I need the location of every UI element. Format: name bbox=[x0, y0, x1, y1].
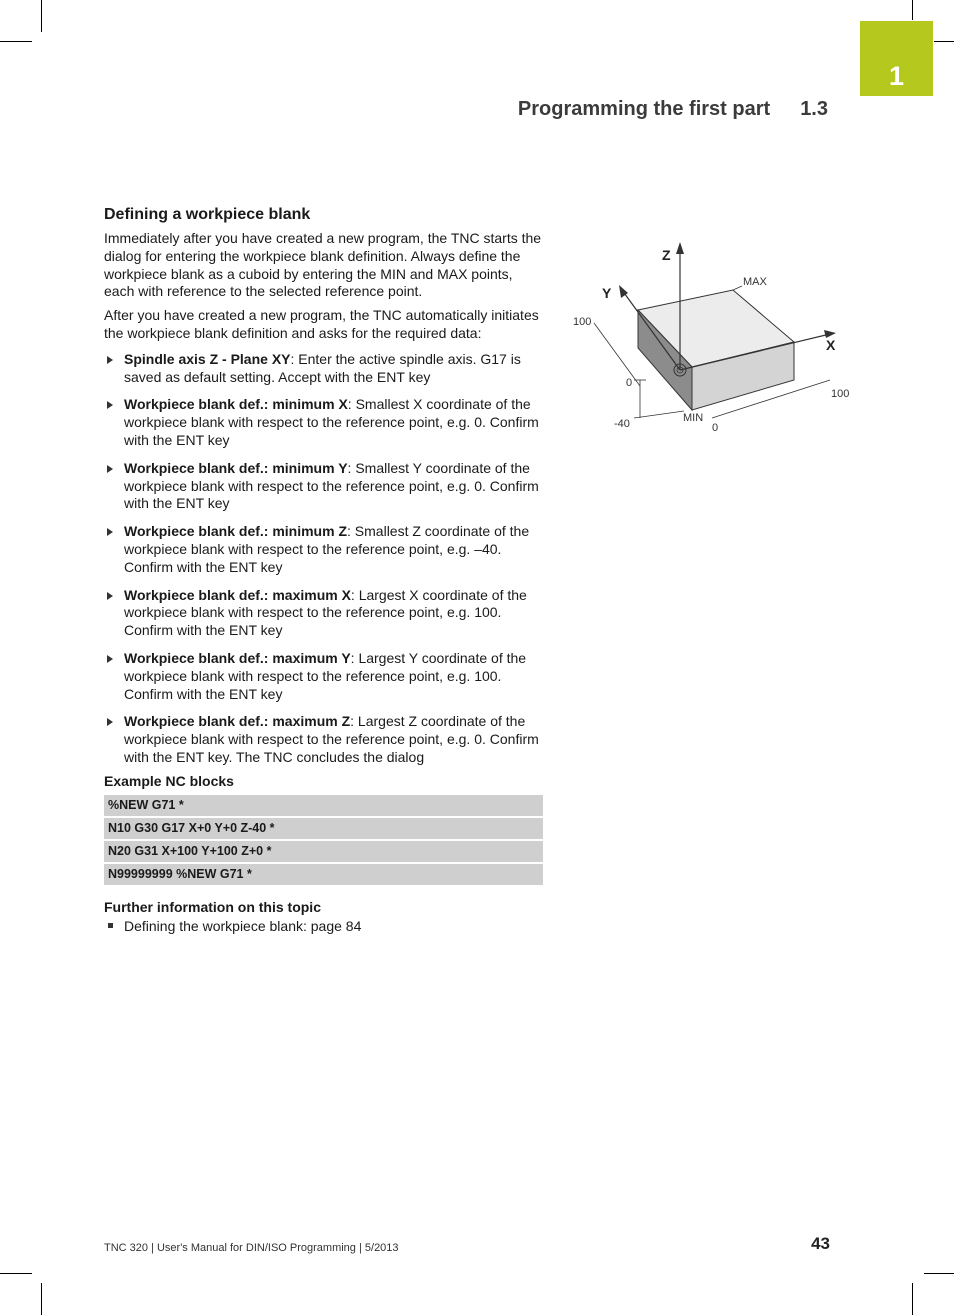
table-row bbox=[104, 864, 543, 885]
intro-paragraph: Immediately after you have created a new program, the TNC starts the dialog for entering the workpiece blank definition. Always define the workpiece blank as a cuboid by entering the MIN and MAX points, each with reference to the selected reference point. bbox=[104, 230, 542, 300]
crop-mark bbox=[41, 1283, 42, 1315]
arrow-bullet-icon bbox=[107, 718, 113, 726]
step-item bbox=[104, 587, 544, 640]
step-key: Workpiece blank def.: minimum Y bbox=[124, 459, 348, 476]
further-info-list bbox=[104, 917, 544, 935]
step-text: : Smallest Z coordinate of the workpiece blank with respect to the reference point, e.g. –40. Confirm with the ENT key bbox=[124, 523, 530, 575]
step-text: : Enter the active spindle axis. G17 is saved as default setting. Accept with the ENT key bbox=[124, 350, 521, 385]
workpiece-blank-figure bbox=[560, 230, 860, 440]
main-content bbox=[104, 206, 544, 935]
step-key: Workpiece blank def.: minimum Z bbox=[124, 523, 348, 540]
crop-mark bbox=[41, 0, 42, 32]
arrow-bullet-icon bbox=[107, 465, 113, 473]
running-header bbox=[420, 98, 828, 121]
axis-label-y: Y bbox=[602, 285, 612, 301]
y-dimension-line bbox=[594, 323, 640, 386]
crop-mark bbox=[912, 0, 913, 20]
nc-block: N10 G30 G17 X+0 Y+0 Z-40 * bbox=[104, 818, 543, 839]
step-text: : Largest Z coordinate of the workpiece blank with respect to the reference point, e.g. 0. Confirm with the ENT key. The TNC concludes the dialog bbox=[124, 713, 539, 765]
axis-label-x: X bbox=[826, 337, 836, 353]
page-number: 43 bbox=[811, 1234, 830, 1253]
nc-block: %NEW G71 * bbox=[104, 795, 543, 816]
step-key: Workpiece blank def.: maximum Y bbox=[124, 649, 351, 666]
arrow-bullet-icon bbox=[107, 401, 113, 409]
z-dimension-tick bbox=[634, 411, 684, 418]
step-item bbox=[104, 650, 544, 703]
nc-blocks-table bbox=[104, 793, 543, 887]
arrow-bullet-icon bbox=[107, 592, 113, 600]
step-text: : Largest X coordinate of the workpiece blank with respect to the reference point, e.g. 100. Confirm with the ENT key bbox=[124, 586, 527, 639]
table-row bbox=[104, 841, 543, 862]
step-item bbox=[104, 523, 544, 576]
dim-label-z-neg40: -40 bbox=[614, 418, 630, 430]
axis-label-z: Z bbox=[662, 247, 671, 263]
step-item bbox=[104, 396, 544, 449]
max-label: MAX bbox=[743, 276, 767, 288]
step-key: Workpiece blank def.: minimum X bbox=[124, 396, 348, 413]
step-key: Workpiece blank def.: maximum X bbox=[124, 586, 351, 603]
step-key: Spindle axis Z - Plane XY bbox=[124, 350, 291, 367]
crop-mark bbox=[0, 41, 32, 42]
arrow-bullet-icon bbox=[107, 528, 113, 536]
further-info-heading: Further information on this topic bbox=[104, 898, 321, 915]
step-item bbox=[104, 351, 544, 387]
dim-label-z-0: 0 bbox=[626, 377, 633, 389]
z-axis-arrow-icon bbox=[676, 242, 684, 254]
step-item bbox=[104, 713, 544, 766]
chapter-number: 1 bbox=[888, 61, 905, 91]
header-section-number: 1.3 bbox=[800, 98, 828, 120]
list-item bbox=[104, 917, 544, 935]
steps-list bbox=[104, 351, 544, 767]
step-item bbox=[104, 460, 544, 513]
further-info-link[interactable]: Defining the workpiece blank: page 84 bbox=[124, 917, 362, 934]
table-row bbox=[104, 795, 543, 816]
intro-paragraph: After you have created a new program, the TNC automatically initiates the workpiece blank definition and asks for the required data: bbox=[104, 307, 539, 341]
crop-mark bbox=[924, 1273, 954, 1274]
max-leader-line bbox=[733, 286, 742, 290]
dim-label-x-0: 0 bbox=[712, 422, 719, 434]
step-text: : Smallest X coordinate of the workpiece blank with respect to the reference point, e.g. 0. Confirm with the ENT key bbox=[124, 396, 539, 448]
header-title: Programming the first part bbox=[517, 98, 771, 120]
dim-label-x-100: 100 bbox=[831, 388, 850, 400]
section-title: Defining a workpiece blank bbox=[104, 206, 311, 223]
crop-mark bbox=[912, 1283, 913, 1315]
table-row bbox=[104, 818, 543, 839]
step-key: Workpiece blank def.: maximum Z bbox=[124, 713, 351, 730]
crop-mark bbox=[934, 41, 954, 42]
dim-label-y-100: 100 bbox=[573, 316, 592, 328]
square-bullet-icon bbox=[108, 923, 113, 928]
min-label: MIN bbox=[683, 412, 704, 424]
example-heading: Example NC blocks bbox=[104, 772, 234, 789]
chapter-tab bbox=[860, 21, 933, 96]
arrow-bullet-icon bbox=[107, 655, 113, 663]
nc-block: N99999999 %NEW G71 * bbox=[104, 864, 543, 885]
step-text: : Smallest Y coordinate of the workpiece blank with respect to the reference point, e.g. 0. Confirm with the ENT key bbox=[124, 459, 539, 512]
arrow-bullet-icon bbox=[107, 356, 113, 364]
footer-text: TNC 320 | User's Manual for DIN/ISO Programming | 5/2013 bbox=[104, 1242, 399, 1254]
step-text: : Largest Y coordinate of the workpiece blank with respect to the reference point, e.g. 100. Confirm with the ENT key bbox=[124, 649, 527, 702]
nc-block: N20 G31 X+100 Y+100 Z+0 * bbox=[104, 841, 543, 862]
crop-mark bbox=[0, 1273, 32, 1274]
